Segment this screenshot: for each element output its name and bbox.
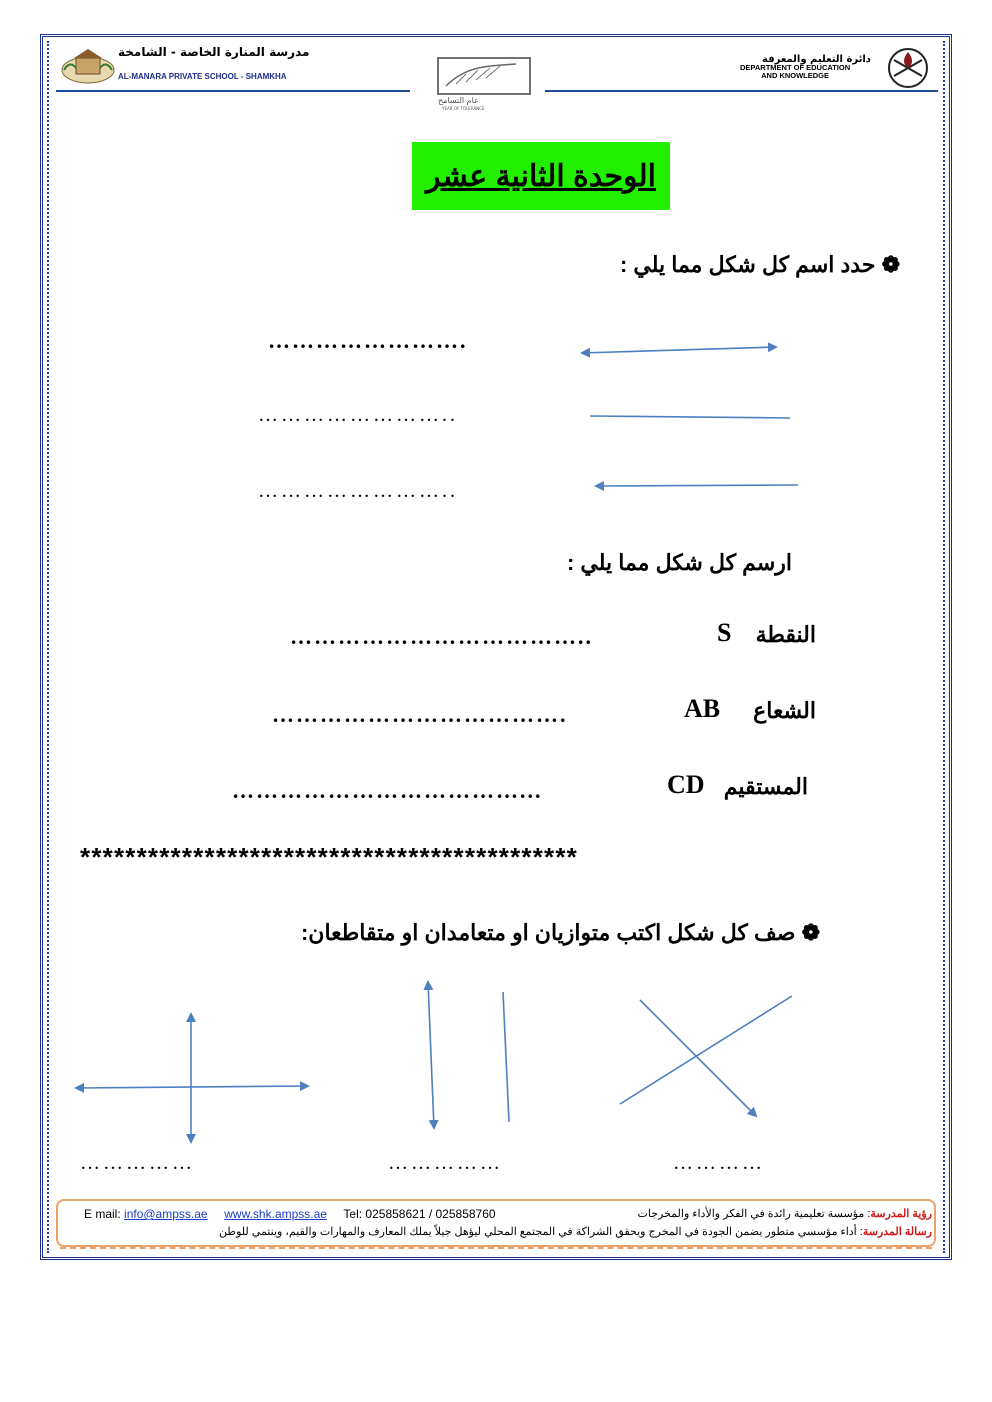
- footer-mission: [120, 1225, 932, 1238]
- line-label-ar: المستقيم: [723, 774, 808, 799]
- school-logo: [60, 46, 116, 86]
- year-of-tolerance-logo: [436, 56, 532, 96]
- department-name-ar: دائرة التعليم والمعرفة: [762, 54, 871, 65]
- section3-answer-3[interactable]: …………: [673, 1152, 765, 1174]
- line-label-en: CD: [667, 770, 705, 799]
- section1-answer-3[interactable]: ……………………..: [258, 480, 458, 502]
- ray-label-ar: الشعاع: [753, 698, 816, 723]
- header-divider-right: [545, 90, 938, 92]
- website-link[interactable]: www.shk.ampss.ae: [224, 1207, 327, 1221]
- footer-tick-border: [60, 1247, 932, 1255]
- header-divider-left: [56, 90, 410, 92]
- section1-answer-1[interactable]: …………………….: [268, 328, 468, 353]
- ray-answer-dots[interactable]: ……………………………….: [272, 702, 568, 727]
- section3-prompt: [301, 920, 820, 946]
- section3-answer-1[interactable]: ……………: [80, 1152, 195, 1174]
- flower-bullet-icon: ❁: [881, 252, 900, 277]
- section1-prompt: [620, 252, 900, 278]
- tolerance-caption-en: YEAR OF TOLERANCE: [442, 106, 485, 111]
- vision-label: رؤية المدرسة: [870, 1208, 932, 1220]
- unit-title-box: [412, 142, 670, 210]
- flower-bullet-icon: ❁: [801, 920, 820, 945]
- section3-answer-2[interactable]: ……………: [388, 1152, 503, 1174]
- point-label-ar: النقطة: [755, 622, 816, 647]
- school-name-en: AL-MANARA PRIVATE SCHOOL - SHAMKHA: [118, 72, 287, 81]
- footer-contact: [84, 1207, 496, 1221]
- line-answer-dots[interactable]: ………………………………...: [232, 778, 543, 803]
- ray-label-en: AB: [684, 694, 721, 723]
- government-emblem: [882, 46, 934, 90]
- email-link[interactable]: info@ampss.ae: [124, 1207, 208, 1221]
- mission-text: : أداء مؤسسي متطور يضمن الجودة في المخرج ويحقق الشراكة في المجتمع المحلي ليؤهل جيلاً يملك المعارف والمهارات والقيم، وينتمي للوطن: [218, 1226, 863, 1238]
- section3-prompt-text: صف كل شكل اكتب متوازيان او متعامدان او متقاطعان:: [300, 920, 796, 945]
- point-label-en: S: [717, 618, 732, 647]
- point-answer-dots[interactable]: ………………………………..: [290, 624, 593, 649]
- tolerance-caption-ar: عام التسامح: [438, 96, 479, 105]
- star-separator: ********************************************: [80, 842, 578, 872]
- email-label: E mail:: [84, 1207, 121, 1221]
- section2-prompt: ارسم كل شكل مما يلي :: [566, 550, 792, 575]
- footer-vision: [552, 1207, 932, 1220]
- department-name-en: [740, 64, 850, 80]
- section1-answer-2[interactable]: ……………………..: [258, 404, 458, 426]
- unit-title: الوحدة الثانية عشر: [425, 159, 657, 193]
- department-line1: DEPARTMENT OF EDUCATION: [740, 63, 851, 72]
- department-line2: AND KNOWLEDGE: [761, 71, 830, 80]
- telephone: Tel: 025858621 / 025858760: [343, 1207, 496, 1221]
- section1-prompt-text: حدد اسم كل شكل مما يلي :: [619, 252, 876, 277]
- school-name-ar: مدرسة المنارة الخاصة - الشامخة: [118, 45, 310, 59]
- mission-label: رسالة المدرسة: [862, 1226, 932, 1238]
- vision-text: : مؤسسة تعليمية رائدة في الفكر والأداء والمخرجات: [637, 1208, 871, 1220]
